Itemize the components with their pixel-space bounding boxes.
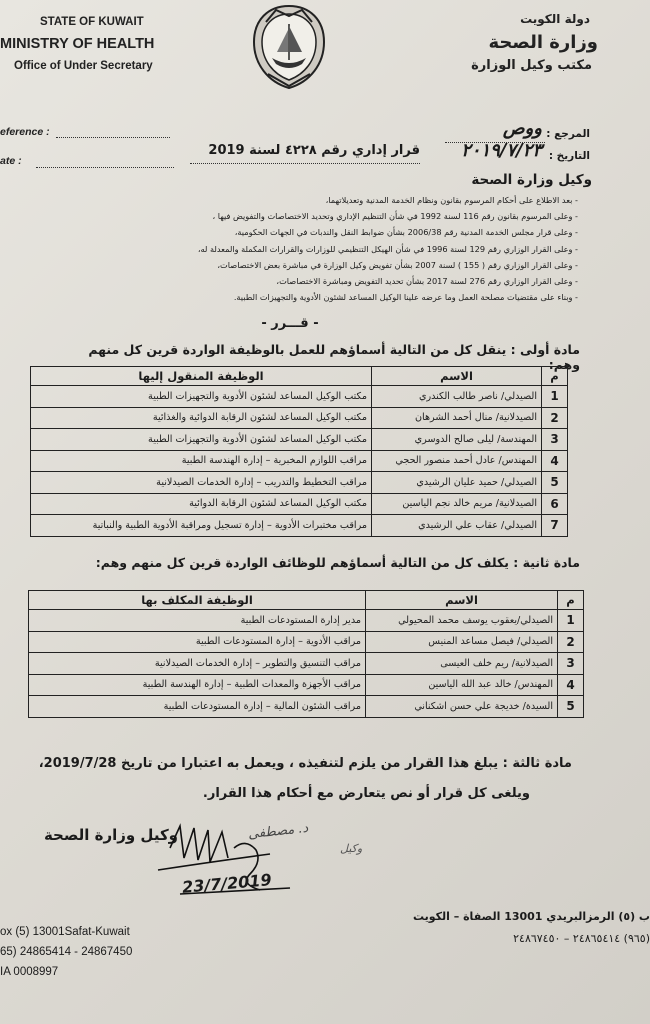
row-job: مكتب الوكيل المساعد لشئون الرقابة الدوائية والغذائية	[31, 407, 372, 429]
row-job: مدير إدارة المستودعات الطبية	[29, 610, 366, 632]
row-job: مراقب الأجهزة والمعدات الطبية – إدارة الهندسة الطبية	[29, 674, 366, 696]
row-job: مكتب الوكيل المساعد لشئون الأدوية والتجهيزات الطبية	[31, 429, 372, 451]
preamble-line: - وعلى قرار مجلس الخدمة المدنية رقم 2006/38 بشأن ضوابط النقل والندبات في الجهات الحكومية،	[234, 227, 578, 238]
row-num: 3	[542, 429, 568, 451]
table-row	[29, 610, 584, 632]
handwritten-note: وكيل	[340, 842, 363, 855]
footer-phone-ar: (٩٦٥) ٢٤٨٦٥٤١٤ – ٢٤٨٦٧٤٥٠	[513, 932, 650, 945]
row-name: المهندسة/ ليلى صالح الدوسري	[372, 429, 542, 451]
issuer-title: وكيل وزارة الصحة	[471, 172, 592, 188]
row-num: 2	[558, 631, 584, 653]
row-job: مراقب الأدوية – إدارة المستودعات الطبية	[29, 631, 366, 653]
ministry-name-ar: وزارة الصحة	[488, 32, 598, 53]
handwritten-name: د. مصطفى	[247, 820, 309, 843]
row-num: 3	[558, 653, 584, 675]
table-row	[29, 674, 584, 696]
preamble-line: - وعلى المرسوم بقانون رقم 116 لسنة 1992 في شأن التنظيم الإداري وتحديد الاختصاصات والتفويض فيها ،	[212, 211, 578, 222]
reference-value-ar: ووص	[502, 118, 542, 139]
footer-address-ar: ب (٥) الرمزالبريدي 13001 الصفاة – الكويت	[412, 910, 650, 923]
row-name: الصيدلانية/ منال أحمد الشرهان	[372, 407, 542, 429]
preamble-line: - بعد الاطلاع على أحكام المرسوم بقانون ونظام الخدمة المدنية وتعديلاتهما،	[325, 195, 578, 205]
reference-label-en: eference :	[0, 126, 50, 138]
header-name: الاسم	[366, 591, 558, 610]
row-num: 5	[558, 696, 584, 718]
date-value-ar: ٢٠١٩/٧/٢٣	[461, 140, 542, 161]
state-name-ar: دولة الكويت	[520, 12, 590, 26]
row-job: مراقب التنسيق والتطوير – إدارة الخدمات الصيدلانية	[29, 653, 366, 675]
row-job: مراقب مختبرات الأدوية – إدارة تسجيل ومراقبة الأدوية الطبية والنباتية	[31, 515, 372, 537]
table-row	[31, 515, 568, 537]
preamble-line: - وعلى القرار الوزاري رقم ( 155 ) لسنة 2007 بشأن تفويض وكيل الوزارة في مباشرة بعض الاختصاصات،	[217, 259, 578, 270]
office-name-en: Office of Under Secretary	[14, 60, 153, 72]
row-num: 5	[542, 472, 568, 494]
row-name: الصيدلي/ ناصر طالب الكندري	[372, 386, 542, 408]
header-name: الاسم	[372, 367, 542, 386]
office-name-ar: مكتب وكيل الوزارة	[471, 58, 592, 73]
date-label-en: ate :	[0, 155, 22, 167]
row-name: الصيدلانية/ مريم خالد نجم الياسين	[372, 493, 542, 515]
decides-heading: - قـــرر -	[261, 316, 319, 331]
table-row	[31, 407, 568, 429]
preamble-line: - وعلى القرار الوزاري رقم 129 لسنة 1996 في شأن الهيكل التنظيمي للوزارات والقرارات المكملة والمعدلة له،	[197, 243, 578, 254]
handwritten-date: 23/7/2019	[181, 870, 273, 897]
reference-dotted-line	[56, 137, 170, 138]
row-name: الصيدلانية/ ريم خلف العيسى	[366, 653, 558, 675]
row-num: 1	[542, 386, 568, 408]
row-job: مراقب اللوازم المخبرية – إدارة الهندسة الطبية	[31, 450, 372, 472]
row-num: 6	[542, 493, 568, 515]
signature-issuer: وكيل وزارة الصحة	[43, 826, 178, 844]
row-name: الصيدلي/ عقاب علي الرشيدي	[372, 515, 542, 537]
table-row	[31, 386, 568, 408]
article-2-text: مادة ثانية : يكلف كل من التالية أسماؤهم للوظائف الواردة قرين كل منهم وهم:	[95, 555, 580, 570]
row-name: الصيدلي/ حميد عليان الرشيدي	[372, 472, 542, 494]
title-underline	[190, 163, 420, 164]
row-name: الصيدلي/ فيصل مساعد المنيس	[366, 631, 558, 653]
table-row	[31, 493, 568, 515]
ministry-name-en: MINISTRY OF HEALTH	[0, 36, 155, 52]
article-1-table	[30, 366, 568, 537]
table-row	[31, 472, 568, 494]
row-num: 1	[558, 610, 584, 632]
preamble-line: - وبناء على مقتضيات مصلحة العمل وما عرضه علينا الوكيل المساعد لشئون الأدوية والتجهيزات الطبية.	[233, 292, 578, 303]
footer-address-en: ox (5) 13001Safat-Kuwait	[0, 926, 130, 938]
preamble	[58, 192, 578, 305]
date-label-ar: التاريخ :	[548, 150, 590, 162]
article-2-table	[28, 590, 584, 718]
footer-code-en: IA 0008997	[0, 966, 59, 978]
row-num: 2	[542, 407, 568, 429]
row-name: المهندس/ خالد عبد الله الياسين	[366, 674, 558, 696]
article-1-text: مادة أولى : ينقل كل من التالية أسماؤهم للعمل بالوظيفة الواردة قرين كل منهم وهم:	[88, 342, 580, 372]
state-name-en: STATE OF KUWAIT	[40, 16, 144, 28]
reference-label-ar: المرجع :	[546, 128, 590, 140]
row-name: الصيدلي/يعقوب يوسف محمد المحيولي	[366, 610, 558, 632]
date-dotted-line	[36, 167, 174, 168]
row-job: مكتب الوكيل المساعد لشئون الأدوية والتجهيزات الطبية	[31, 386, 372, 408]
table-row	[31, 450, 568, 472]
header-num: م	[542, 367, 568, 386]
table-header-row	[31, 367, 568, 386]
decision-title: قرار إداري رقم ٤٢٢٨ لسنة 2019	[208, 143, 420, 158]
table-row	[29, 696, 584, 718]
header-job: الوظيفة المكلف بها	[29, 591, 366, 610]
row-name: السيدة/ خديجة علي حسن اشكناني	[366, 696, 558, 718]
header-job: الوظيفة المنقول إليها	[31, 367, 372, 386]
row-num: 4	[558, 674, 584, 696]
kuwait-emblem	[250, 2, 328, 92]
row-num: 4	[542, 450, 568, 472]
row-num: 7	[542, 515, 568, 537]
table-row	[31, 429, 568, 451]
footer-phone-en: 65) 24865414 - 24867450	[0, 946, 133, 958]
article-3-line-2: ويلغى كل قرار أو نص يتعارض مع أحكام هذا القرار.	[202, 786, 530, 801]
table-row	[29, 631, 584, 653]
table-header-row	[29, 591, 584, 610]
row-job: مراقب الشئون المالية – إدارة المستودعات الطبية	[29, 696, 366, 718]
row-job: مراقب التخطيط والتدريب – إدارة الخدمات الصيدلانية	[31, 472, 372, 494]
row-job: مكتب الوكيل المساعد لشئون الرقابة الدوائية	[31, 493, 372, 515]
table-row	[29, 653, 584, 675]
article-3-line-1: مادة ثالثة : يبلغ هذا القرار من يلزم لتنفيذه ، ويعمل به اعتبارا من تاريخ 2019/7/28،	[38, 756, 572, 771]
header-num: م	[558, 591, 584, 610]
row-name: المهندس/ عادل أحمد منصور الحجي	[372, 450, 542, 472]
preamble-line: - وعلى القرار الوزاري رقم 276 لسنة 2017 بشأن تحديد التفويض ومباشرة الاختصاصات،	[276, 276, 578, 287]
